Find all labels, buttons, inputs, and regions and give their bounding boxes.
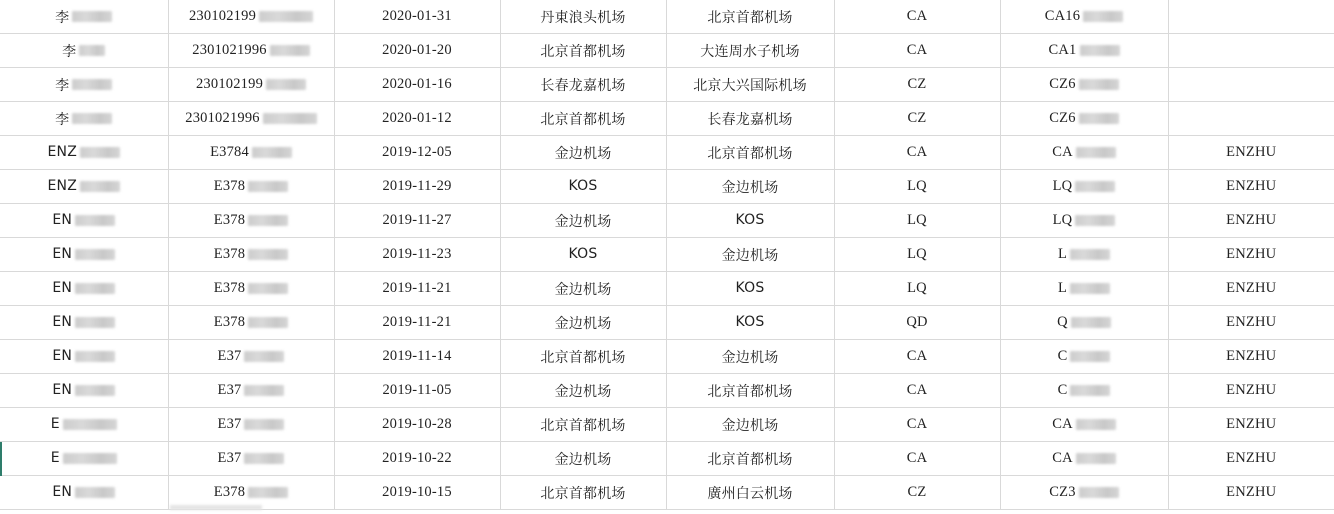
cell-departure-airport[interactable]: [500, 170, 666, 204]
cell-departure-airport-text: 北京首都机场: [540, 485, 626, 502]
redaction-block: [244, 453, 284, 464]
redaction-block: [270, 45, 310, 56]
cell-flight-number[interactable]: [1000, 204, 1168, 238]
redaction-block: [248, 215, 288, 226]
cell-departure-airport[interactable]: [500, 136, 666, 170]
cell-arrival-airport-text: 金边机场: [721, 247, 779, 264]
cell-departure-airport-text: 金边机场: [554, 145, 612, 162]
cell-flight-number-text: C: [1057, 382, 1068, 398]
cell-id-number-text: 230102199: [188, 8, 257, 24]
cell-departure-airport[interactable]: [500, 442, 666, 476]
cell-id-number-text: E378: [213, 280, 246, 296]
cell-operator-tag-text: ENZHU: [1226, 144, 1277, 160]
cell-arrival-airport-text: 廣州白云机场: [707, 485, 793, 502]
cell-id-number[interactable]: [168, 0, 334, 34]
cell-flight-number-text: LQ: [1052, 178, 1073, 194]
table-row[interactable]: [0, 272, 1334, 306]
cell-id-number[interactable]: [168, 272, 334, 306]
cell-airline-code-text: CA: [906, 8, 928, 24]
cell-flight-date[interactable]: [334, 0, 500, 34]
cell-airline-code-text: LQ: [907, 246, 927, 262]
redaction-block: [75, 283, 115, 294]
cell-airline-code[interactable]: [834, 34, 1000, 68]
cell-passenger-name[interactable]: [0, 68, 168, 102]
redaction-block: [1080, 45, 1120, 56]
cell-airline-code-text: LQ: [907, 178, 927, 194]
cell-passenger-name-text: E: [50, 450, 60, 466]
cell-passenger-name-text: ENZ: [47, 178, 77, 194]
cell-id-number-text: 2301021996: [192, 42, 267, 58]
cell-airline-code-text: CZ: [907, 484, 927, 500]
cell-flight-date[interactable]: [334, 272, 500, 306]
cell-passenger-name[interactable]: [0, 238, 168, 272]
cell-departure-airport-text: 金边机场: [554, 315, 612, 332]
cell-passenger-name-text: EN: [52, 280, 73, 296]
cell-arrival-airport-text: 北京首都机场: [707, 145, 793, 162]
cell-airline-code-text: CA: [906, 416, 928, 432]
cell-id-number[interactable]: [168, 340, 334, 374]
cell-operator-tag[interactable]: [1168, 0, 1334, 34]
cell-passenger-name-text: 李: [55, 9, 70, 26]
redaction-block: [252, 147, 292, 158]
cell-airline-code[interactable]: [834, 136, 1000, 170]
cell-arrival-airport[interactable]: [666, 238, 834, 272]
cell-flight-number-text: C: [1057, 348, 1068, 364]
cell-passenger-name[interactable]: [0, 442, 168, 476]
cell-flight-date-text: 2019-11-23: [382, 246, 452, 262]
cell-passenger-name-text: E: [50, 416, 60, 432]
cell-departure-airport[interactable]: [500, 238, 666, 272]
cell-flight-number[interactable]: [1000, 170, 1168, 204]
cell-flight-date-text: 2019-11-29: [382, 178, 452, 194]
cell-id-number[interactable]: [168, 34, 334, 68]
cell-flight-number-text: L: [1057, 280, 1068, 296]
redaction-block: [1070, 283, 1110, 294]
redaction-block: [1070, 249, 1110, 260]
redaction-block: [244, 351, 284, 362]
cell-arrival-airport-text: KOS: [735, 280, 765, 296]
cell-airline-code-text: LQ: [907, 280, 927, 296]
cell-passenger-name[interactable]: [0, 306, 168, 340]
cell-flight-date[interactable]: [334, 204, 500, 238]
cell-operator-tag[interactable]: [1168, 170, 1334, 204]
cell-departure-airport[interactable]: [500, 408, 666, 442]
cell-operator-tag[interactable]: [1168, 272, 1334, 306]
cell-flight-date-text: 2019-11-27: [382, 212, 452, 228]
cell-arrival-airport-text: 金边机场: [721, 349, 779, 366]
redaction-block: [248, 249, 288, 260]
cell-flight-date-text: 2020-01-20: [382, 42, 452, 58]
redaction-block: [63, 419, 117, 430]
cell-passenger-name-text: EN: [52, 382, 73, 398]
cell-flight-date[interactable]: [334, 442, 500, 476]
cell-flight-date-text: 2020-01-31: [382, 8, 452, 24]
cell-id-number[interactable]: [168, 306, 334, 340]
redaction-block: [244, 385, 284, 396]
cell-flight-number[interactable]: [1000, 408, 1168, 442]
cell-departure-airport-text: 金边机场: [554, 281, 612, 298]
cell-operator-tag-text: ENZHU: [1226, 212, 1277, 228]
cell-operator-tag-text: ENZHU: [1226, 450, 1277, 466]
cell-arrival-airport[interactable]: [666, 374, 834, 408]
cell-operator-tag-text: ENZHU: [1226, 246, 1277, 262]
table-row[interactable]: [0, 34, 1334, 68]
cell-flight-number[interactable]: [1000, 272, 1168, 306]
cell-flight-number[interactable]: [1000, 238, 1168, 272]
cell-flight-number[interactable]: [1000, 68, 1168, 102]
redaction-block: [75, 215, 115, 226]
cell-departure-airport-text: 金边机场: [554, 383, 612, 400]
cell-arrival-airport[interactable]: [666, 204, 834, 238]
redaction-block: [1083, 11, 1123, 22]
redaction-block: [1070, 385, 1110, 396]
cell-airline-code[interactable]: [834, 102, 1000, 136]
cell-flight-date-text: 2019-10-22: [382, 450, 452, 466]
cell-flight-date-text: 2019-11-05: [382, 382, 452, 398]
cell-id-number-text: E378: [213, 246, 246, 262]
redaction-block: [75, 317, 115, 328]
cell-airline-code-text: CA: [906, 348, 928, 364]
cell-flight-date-text: 2019-12-05: [382, 144, 452, 160]
cell-passenger-name-text: ENZ: [47, 144, 77, 160]
redaction-block: [75, 351, 115, 362]
redaction-block: [72, 113, 112, 124]
cell-id-number[interactable]: [168, 170, 334, 204]
cell-departure-airport[interactable]: [500, 34, 666, 68]
cell-arrival-airport[interactable]: [666, 272, 834, 306]
cell-arrival-airport[interactable]: [666, 170, 834, 204]
cell-id-number[interactable]: [168, 68, 334, 102]
cell-departure-airport[interactable]: [500, 272, 666, 306]
cell-flight-number-text: CA: [1052, 450, 1073, 466]
cell-passenger-name-text: EN: [52, 212, 73, 228]
redaction-block: [244, 419, 284, 430]
table-row[interactable]: [0, 442, 1334, 476]
cell-flight-date-text: 2020-01-16: [382, 76, 452, 92]
table-row[interactable]: [0, 238, 1334, 272]
cell-departure-airport[interactable]: [500, 0, 666, 34]
cell-flight-date-text: 2020-01-12: [382, 110, 452, 126]
cell-id-number-text: E37: [217, 382, 242, 398]
cell-airline-code[interactable]: [834, 306, 1000, 340]
cell-operator-tag[interactable]: [1168, 408, 1334, 442]
redaction-block: [1079, 113, 1119, 124]
redaction-block: [75, 385, 115, 396]
cell-id-number-text: 2301021996: [185, 110, 260, 126]
cell-id-number-text: E3784: [210, 144, 249, 160]
cell-airline-code[interactable]: [834, 0, 1000, 34]
cell-airline-code-text: CZ: [907, 76, 927, 92]
cell-flight-number-text: CA: [1052, 144, 1073, 160]
cell-flight-number-text: CZ6: [1049, 76, 1076, 92]
cell-flight-number[interactable]: [1000, 476, 1168, 510]
redaction-block: [1075, 215, 1115, 226]
cell-airline-code[interactable]: [834, 68, 1000, 102]
cell-airline-code[interactable]: [834, 238, 1000, 272]
cell-operator-tag-text: ENZHU: [1226, 484, 1277, 500]
redaction-block: [79, 45, 105, 56]
cell-passenger-name-text: 李: [62, 43, 77, 60]
redaction-block: [1079, 79, 1119, 90]
cell-departure-airport[interactable]: [500, 476, 666, 510]
redaction-block: [1076, 419, 1116, 430]
partial-row-artifact: [170, 505, 262, 510]
cell-airline-code[interactable]: [834, 408, 1000, 442]
redaction-block: [1071, 317, 1111, 328]
cell-flight-date-text: 2019-11-21: [382, 280, 452, 296]
cell-arrival-airport[interactable]: [666, 0, 834, 34]
cell-operator-tag[interactable]: [1168, 238, 1334, 272]
cell-passenger-name[interactable]: [0, 0, 168, 34]
cell-operator-tag-text: ENZHU: [1226, 348, 1277, 364]
cell-airline-code-text: LQ: [907, 212, 927, 228]
table-row[interactable]: [0, 306, 1334, 340]
cell-departure-airport[interactable]: [500, 306, 666, 340]
cell-operator-tag[interactable]: [1168, 34, 1334, 68]
cell-arrival-airport[interactable]: [666, 34, 834, 68]
cell-arrival-airport[interactable]: [666, 136, 834, 170]
redaction-block: [248, 317, 288, 328]
cell-flight-number[interactable]: [1000, 102, 1168, 136]
cell-departure-airport[interactable]: [500, 374, 666, 408]
cell-flight-number[interactable]: [1000, 306, 1168, 340]
redaction-block: [72, 79, 112, 90]
cell-passenger-name[interactable]: [0, 136, 168, 170]
cell-operator-tag[interactable]: [1168, 68, 1334, 102]
cell-departure-airport[interactable]: [500, 68, 666, 102]
cell-id-number[interactable]: [168, 102, 334, 136]
cell-flight-number-text: CA: [1052, 416, 1073, 432]
cell-departure-airport-text: 长春龙嘉机场: [540, 77, 626, 94]
cell-airline-code[interactable]: [834, 476, 1000, 510]
cell-departure-airport-text: 北京首都机场: [540, 43, 626, 60]
table-row[interactable]: [0, 0, 1334, 34]
cell-flight-date[interactable]: [334, 476, 500, 510]
cell-flight-date-text: 2019-10-15: [382, 484, 452, 500]
cell-id-number-text: E378: [213, 484, 246, 500]
cell-flight-date[interactable]: [334, 170, 500, 204]
cell-flight-date[interactable]: [334, 374, 500, 408]
redaction-block: [1079, 487, 1119, 498]
cell-arrival-airport[interactable]: [666, 102, 834, 136]
cell-flight-number-text: LQ: [1052, 212, 1073, 228]
cell-operator-tag-text: ENZHU: [1226, 280, 1277, 296]
cell-flight-number[interactable]: [1000, 374, 1168, 408]
cell-id-number[interactable]: [168, 442, 334, 476]
cell-flight-date[interactable]: [334, 340, 500, 374]
redaction-block: [248, 283, 288, 294]
cell-flight-date[interactable]: [334, 102, 500, 136]
redaction-block: [1075, 181, 1115, 192]
redaction-block: [263, 113, 317, 124]
cell-departure-airport-text: KOS: [568, 246, 598, 262]
cell-passenger-name[interactable]: [0, 102, 168, 136]
redaction-block: [1076, 453, 1116, 464]
redaction-block: [266, 79, 306, 90]
cell-flight-date-text: 2019-10-28: [382, 416, 452, 432]
cell-passenger-name-text: 李: [55, 77, 70, 94]
redaction-block: [75, 487, 115, 498]
cell-operator-tag[interactable]: [1168, 136, 1334, 170]
redaction-block: [80, 147, 120, 158]
cell-flight-date[interactable]: [334, 306, 500, 340]
cell-arrival-airport[interactable]: [666, 340, 834, 374]
redaction-block: [1076, 147, 1116, 158]
cell-flight-number[interactable]: [1000, 136, 1168, 170]
cell-departure-airport-text: 北京首都机场: [540, 111, 626, 128]
cell-departure-airport-text: 北京首都机场: [540, 349, 626, 366]
table-row[interactable]: [0, 408, 1334, 442]
cell-departure-airport-text: 北京首都机场: [540, 417, 626, 434]
cell-arrival-airport[interactable]: [666, 408, 834, 442]
cell-passenger-name[interactable]: [0, 374, 168, 408]
cell-passenger-name[interactable]: [0, 272, 168, 306]
cell-arrival-airport[interactable]: [666, 476, 834, 510]
table-row[interactable]: [0, 170, 1334, 204]
cell-flight-number-text: CA1: [1048, 42, 1077, 58]
cell-flight-number-text: CZ3: [1049, 484, 1076, 500]
cell-departure-airport[interactable]: [500, 102, 666, 136]
cell-airline-code-text: CA: [906, 42, 928, 58]
cell-operator-tag[interactable]: [1168, 476, 1334, 510]
redaction-block: [63, 453, 117, 464]
cell-arrival-airport-text: 长春龙嘉机场: [707, 111, 793, 128]
cell-id-number-text: E37: [217, 416, 242, 432]
cell-operator-tag[interactable]: [1168, 340, 1334, 374]
cell-passenger-name[interactable]: [0, 204, 168, 238]
cell-id-number[interactable]: [168, 136, 334, 170]
cell-passenger-name-text: EN: [52, 246, 73, 262]
cell-id-number[interactable]: [168, 408, 334, 442]
cell-id-number[interactable]: [168, 238, 334, 272]
cell-arrival-airport[interactable]: [666, 306, 834, 340]
redaction-block: [248, 181, 288, 192]
cell-flight-date[interactable]: [334, 238, 500, 272]
cell-flight-number-text: CZ6: [1049, 110, 1076, 126]
cell-operator-tag[interactable]: [1168, 102, 1334, 136]
cell-id-number[interactable]: [168, 374, 334, 408]
table-row[interactable]: [0, 340, 1334, 374]
cell-airline-code-text: CA: [906, 144, 928, 160]
cell-flight-date[interactable]: [334, 408, 500, 442]
cell-airline-code[interactable]: [834, 170, 1000, 204]
cell-airline-code-text: CA: [906, 382, 928, 398]
redaction-block: [72, 11, 112, 22]
cell-operator-tag[interactable]: [1168, 204, 1334, 238]
cell-airline-code[interactable]: [834, 204, 1000, 238]
cell-flight-number-text: Q: [1057, 314, 1068, 330]
cell-departure-airport[interactable]: [500, 340, 666, 374]
table-row[interactable]: [0, 204, 1334, 238]
cell-arrival-airport-text: 北京首都机场: [707, 451, 793, 468]
table-row[interactable]: [0, 136, 1334, 170]
cell-id-number-text: E378: [213, 212, 246, 228]
cell-operator-tag[interactable]: [1168, 374, 1334, 408]
table-row[interactable]: [0, 374, 1334, 408]
cell-operator-tag[interactable]: [1168, 442, 1334, 476]
cell-passenger-name-text: EN: [52, 484, 73, 500]
cell-arrival-airport[interactable]: [666, 442, 834, 476]
cell-passenger-name[interactable]: [0, 34, 168, 68]
cell-arrival-airport-text: 北京首都机场: [707, 383, 793, 400]
cell-passenger-name[interactable]: [0, 408, 168, 442]
cell-id-number[interactable]: [168, 204, 334, 238]
cell-airline-code-text: CA: [906, 450, 928, 466]
redaction-block: [259, 11, 313, 22]
row-selection-marker: [0, 442, 2, 476]
redaction-block: [75, 249, 115, 260]
cell-flight-number-text: L: [1057, 246, 1068, 262]
cell-flight-number-text: CA16: [1044, 8, 1081, 24]
cell-airline-code[interactable]: [834, 374, 1000, 408]
cell-arrival-airport[interactable]: [666, 68, 834, 102]
cell-arrival-airport-text: 北京大兴国际机场: [693, 77, 807, 94]
cell-airline-code[interactable]: [834, 442, 1000, 476]
cell-passenger-name[interactable]: [0, 476, 168, 510]
redaction-block: [248, 487, 288, 498]
cell-arrival-airport-text: KOS: [735, 314, 765, 330]
cell-operator-tag[interactable]: [1168, 306, 1334, 340]
cell-flight-date-text: 2019-11-14: [382, 348, 452, 364]
table-row[interactable]: [0, 102, 1334, 136]
cell-flight-date[interactable]: [334, 68, 500, 102]
cell-operator-tag-text: ENZHU: [1226, 416, 1277, 432]
cell-arrival-airport-text: 金边机场: [721, 179, 779, 196]
cell-departure-airport[interactable]: [500, 204, 666, 238]
cell-flight-number[interactable]: [1000, 442, 1168, 476]
cell-operator-tag-text: ENZHU: [1226, 314, 1277, 330]
cell-departure-airport-text: 金边机场: [554, 213, 612, 230]
cell-passenger-name-text: EN: [52, 314, 73, 330]
cell-operator-tag-text: ENZHU: [1226, 178, 1277, 194]
cell-departure-airport-text: 丹東浪头机场: [540, 9, 626, 26]
redaction-block: [80, 181, 120, 192]
cell-flight-number[interactable]: [1000, 0, 1168, 34]
cell-id-number-text: 230102199: [195, 76, 264, 92]
cell-passenger-name-text: EN: [52, 348, 73, 364]
cell-airline-code-text: QD: [906, 314, 928, 330]
cell-passenger-name[interactable]: [0, 340, 168, 374]
cell-flight-number[interactable]: [1000, 34, 1168, 68]
cell-arrival-airport-text: 大连周水子机场: [700, 43, 800, 60]
cell-passenger-name[interactable]: [0, 170, 168, 204]
cell-arrival-airport-text: 金边机场: [721, 417, 779, 434]
cell-arrival-airport-text: KOS: [735, 212, 765, 228]
cell-flight-date-text: 2019-11-21: [382, 314, 452, 330]
cell-airline-code[interactable]: [834, 340, 1000, 374]
cell-departure-airport-text: 金边机场: [554, 451, 612, 468]
cell-passenger-name-text: 李: [55, 111, 70, 128]
cell-id-number-text: E378: [213, 178, 246, 194]
cell-operator-tag-text: ENZHU: [1226, 382, 1277, 398]
cell-flight-date[interactable]: [334, 136, 500, 170]
cell-id-number-text: E37: [217, 348, 242, 364]
cell-arrival-airport-text: 北京首都机场: [707, 9, 793, 26]
redaction-block: [1070, 351, 1110, 362]
cell-flight-date[interactable]: [334, 34, 500, 68]
cell-id-number-text: E37: [217, 450, 242, 466]
cell-flight-number[interactable]: [1000, 340, 1168, 374]
cell-id-number-text: E378: [213, 314, 246, 330]
table-row[interactable]: [0, 68, 1334, 102]
cell-departure-airport-text: KOS: [568, 178, 598, 194]
cell-airline-code[interactable]: [834, 272, 1000, 306]
cell-airline-code-text: CZ: [907, 110, 927, 126]
